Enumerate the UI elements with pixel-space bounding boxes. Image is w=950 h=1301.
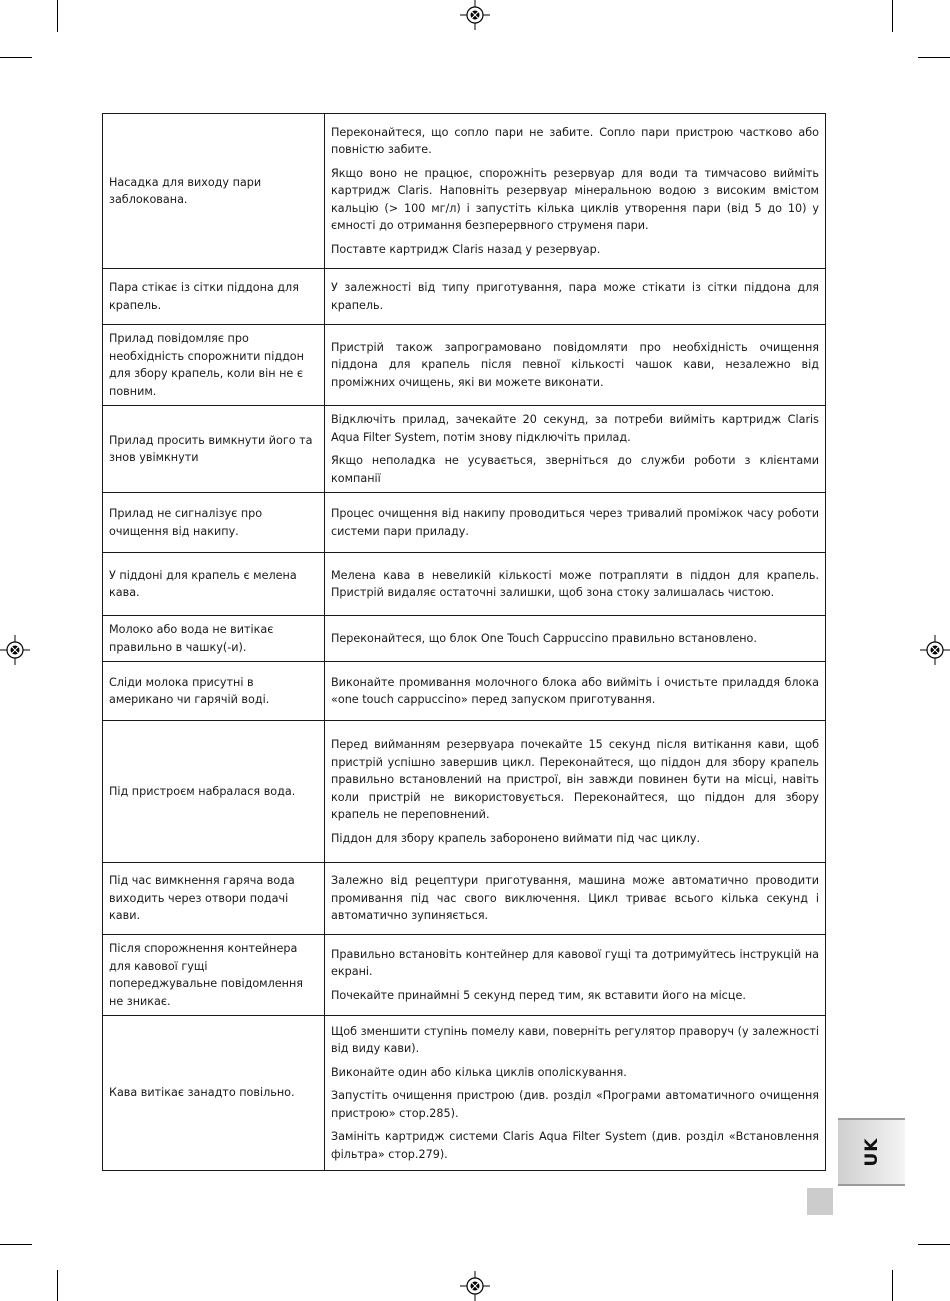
problem-cell: Молоко або вода не витікає правильно в чашку(-и). — [103, 616, 325, 662]
solution-text: Залежно від рецептури приготування, машина може автоматично проводити промивання під час свого виключення. Цикл триває всього кілька секунд і автоматично зупиняється. — [331, 874, 819, 923]
table-row — [103, 325, 826, 406]
crop-mark — [57, 1270, 58, 1301]
crop-mark — [0, 57, 32, 58]
solution-text: Виконайте один або кілька циклів ополіскування. — [331, 1065, 627, 1079]
registration-mark-icon — [460, 1271, 490, 1301]
solution-text: Перед вийманням резервуара почекайте 15 секунд після витікання кави, щоб пристрій успішно завершив цикл. Переконайтеся, що піддон для збору крапель правильно встановлений на пристрої, він завжди повинен бути на місці, навіть коли пристрій не використовується. Переконайтеся, що піддон для збору крапель не переповнений. — [331, 738, 819, 821]
table-row — [103, 616, 826, 662]
solution-cell — [325, 935, 826, 1016]
table-row — [103, 662, 826, 721]
language-tab-label: UK — [861, 1137, 882, 1167]
problem-cell: Пара стікає із сітки піддона для крапель. — [103, 269, 325, 325]
crop-mark — [918, 1244, 950, 1245]
problem-cell: Прилад просить вимкнути його та знов увімкнути — [103, 406, 325, 493]
solution-cell — [325, 406, 826, 493]
table-row — [103, 493, 826, 553]
problem-cell: Під час вимкнення гаряча вода виходить через отвори подачі кави. — [103, 863, 325, 935]
problem-cell: Насадка для виходу пари заблокована. — [103, 114, 325, 269]
solution-cell — [325, 863, 826, 935]
solution-text: Виконайте промивання молочного блока або вийміть і очистьте приладдя блока «one touch cappuccino» перед запуском приготування. — [331, 675, 819, 706]
solution-cell — [325, 325, 826, 406]
solution-cell — [325, 1016, 826, 1171]
problem-cell: У піддоні для крапель є мелена кава. — [103, 553, 325, 616]
table-row — [103, 721, 826, 863]
solution-cell — [325, 616, 826, 662]
solution-text: Переконайтеся, що сопло пари не забите. Сопло пари пристрою частково або повністю забите. — [331, 125, 819, 157]
solution-text: Запустіть очищення пристрою (див. розділ «Програми автоматичного очищення пристрою» стор.285). — [331, 1089, 819, 1120]
solution-cell — [325, 114, 826, 269]
solution-cell — [325, 269, 826, 325]
registration-mark-icon — [920, 635, 950, 665]
table-row — [103, 553, 826, 616]
crop-mark — [892, 1270, 893, 1301]
solution-text: Мелена кава в невеликій кількості може потрапляти в піддон для крапель. Пристрій видаляє остаточні залишки, щоб зона стоку залишалась чистою. — [331, 568, 819, 599]
crop-mark — [57, 0, 58, 32]
solution-text: Процес очищення від накипу проводиться через тривалий проміжок часу роботи системи пари приладу. — [331, 507, 819, 538]
table-row — [103, 406, 826, 493]
table-row — [103, 935, 826, 1016]
crop-mark — [0, 1244, 32, 1245]
registration-mark-icon — [0, 635, 30, 665]
solution-cell — [325, 493, 826, 553]
table-row — [103, 114, 826, 269]
solution-text: Правильно встановіть контейнер для кавової гущі та дотримуйтесь інструкцій на екрані. — [331, 947, 819, 979]
solution-text: Почекайте принаймні 5 секунд перед тим, як вставити його на місце. — [331, 988, 746, 1002]
solution-text: У залежності від типу приготування, пара може стікати із сітки піддона для крапель. — [331, 281, 819, 312]
problem-cell: Кава витікає занадто повільно. — [103, 1016, 325, 1171]
problem-cell: Після спорожнення контейнера для кавової гущі попереджувальне повідомлення не зникає. — [103, 935, 325, 1016]
problem-cell: Прилад не сигналізує про очищення від накипу. — [103, 493, 325, 553]
solution-text: Піддон для збору крапель заборонено виймати під час циклу. — [331, 831, 701, 845]
solution-cell — [325, 721, 826, 863]
solution-text: Якщо воно не працює, спорожніть резервуар для води та тимчасово вийміть картридж Claris. Наповніть резервуар мінеральною водою з високим вмістом кальцію (> 100 мг/л) і запустіть кілька циклів утворення пари (від 5 до 10) у ємності до отримання безперервного струменя пари. — [331, 166, 819, 233]
solution-text: Відключіть прилад, зачекайте 20 секунд, за потреби вийміть картридж Claris Aqua Filter System, потім знову підключіть прилад. — [331, 413, 819, 444]
solution-text: Щоб зменшити ступінь помелу кави, поверніть регулятор праворуч (у залежності від виду кави). — [331, 1024, 819, 1056]
solution-text: Поставте картридж Claris назад у резервуар. — [331, 242, 601, 256]
solution-cell — [325, 553, 826, 616]
solution-text: Замініть картридж системи Claris Aqua Filter System (див. розділ «Встановлення фільтра» стор.279). — [331, 1130, 819, 1161]
problem-cell: Прилад повідомляє про необхідність спорожнити піддон для збору крапель, коли він не є повним. — [103, 325, 325, 406]
troubleshooting-table — [102, 113, 826, 1171]
crop-mark — [892, 0, 893, 32]
table-row — [103, 863, 826, 935]
language-tab — [838, 1118, 905, 1186]
problem-cell: Під пристроєм набралася вода. — [103, 721, 325, 863]
problem-cell: Сліди молока присутні в американо чи гарячій воді. — [103, 662, 325, 721]
solution-text: Пристрій також запрограмовано повідомляти про необхідність очищення піддона для крапель після певної кількості чашок кави, незалежно від проміжних очищень, які ви можете виконати. — [331, 340, 819, 389]
solution-text: Переконайтеся, що блок One Touch Cappuccino правильно встановлено. — [331, 631, 757, 645]
crop-mark — [918, 57, 950, 58]
page-number-box — [807, 1188, 833, 1215]
registration-mark-icon — [460, 0, 490, 30]
table-row — [103, 269, 826, 325]
table-row — [103, 1016, 826, 1171]
solution-text: Якщо неполадка не усувається, зверніться до служби роботи з клієнтами компанії — [331, 454, 819, 485]
solution-cell — [325, 662, 826, 721]
